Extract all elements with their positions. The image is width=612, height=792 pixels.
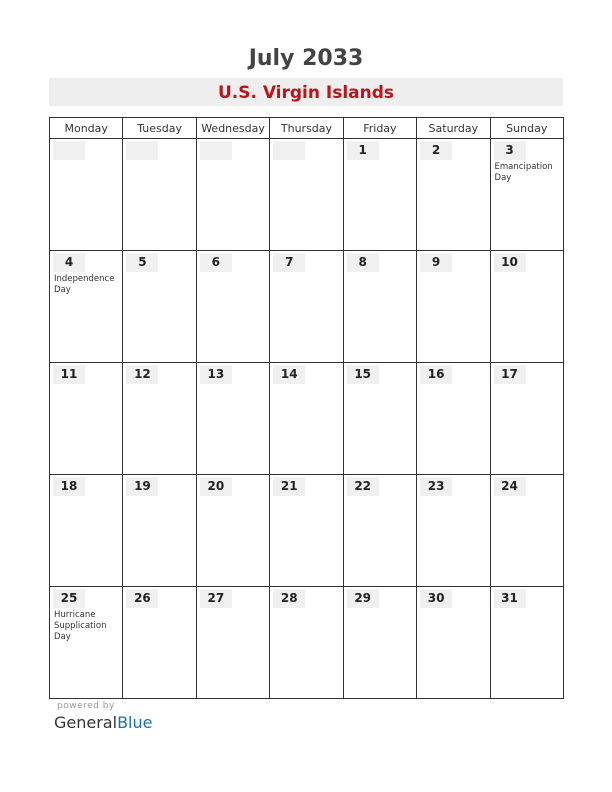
day-cell	[270, 251, 343, 363]
day-cell	[343, 587, 416, 699]
day-number: 22	[347, 477, 379, 496]
weekday-header: Friday	[343, 118, 416, 139]
day-cell	[50, 139, 123, 251]
day-number: 18	[53, 477, 85, 496]
weekday-header: Sunday	[490, 118, 563, 139]
day-cell	[123, 251, 196, 363]
day-cell	[417, 139, 490, 251]
day-number: 17	[494, 365, 526, 384]
week-row	[50, 139, 564, 251]
day-number: 25	[53, 589, 85, 608]
day-cell	[123, 139, 196, 251]
day-number: 27	[200, 589, 232, 608]
day-number	[273, 141, 305, 160]
day-cell	[196, 475, 269, 587]
brand-blue: Blue	[117, 713, 153, 732]
day-cell	[196, 587, 269, 699]
week-row	[50, 587, 564, 699]
day-number: 24	[494, 477, 526, 496]
day-number: 11	[53, 365, 85, 384]
week-row	[50, 251, 564, 363]
day-number: 8	[347, 253, 379, 272]
day-number: 15	[347, 365, 379, 384]
brand-general: General	[54, 713, 118, 732]
day-number: 14	[273, 365, 305, 384]
day-cell	[196, 139, 269, 251]
day-number: 23	[420, 477, 452, 496]
day-number: 10	[494, 253, 526, 272]
day-number: 7	[273, 253, 305, 272]
country-name: U.S. Virgin Islands	[217, 83, 395, 103]
weekday-header: Wednesday	[196, 118, 269, 139]
day-cell	[123, 475, 196, 587]
day-number: 31	[494, 589, 526, 608]
day-cell	[343, 363, 416, 475]
day-cell	[490, 475, 563, 587]
day-cell	[417, 475, 490, 587]
page-title: July 2033	[248, 46, 364, 71]
day-number: 3	[494, 141, 526, 160]
day-cell	[417, 251, 490, 363]
day-cell	[490, 363, 563, 475]
day-cell	[270, 587, 343, 699]
day-number: 26	[126, 589, 158, 608]
weekday-header: Thursday	[270, 118, 343, 139]
day-number: 6	[200, 253, 232, 272]
day-number: 30	[420, 589, 452, 608]
day-cell	[343, 251, 416, 363]
day-number: 19	[126, 477, 158, 496]
day-cell	[123, 587, 196, 699]
day-number	[126, 141, 158, 160]
holiday-label: Hurricane Supplication Day	[54, 610, 107, 642]
day-number: 4	[53, 253, 85, 272]
day-cell	[50, 475, 123, 587]
day-number	[200, 141, 232, 160]
day-number: 13	[200, 365, 232, 384]
day-cell	[270, 139, 343, 251]
day-cell	[490, 139, 563, 251]
day-cell	[196, 363, 269, 475]
calendar-grid	[49, 117, 564, 699]
weekday-header: Monday	[50, 118, 123, 139]
day-number: 5	[126, 253, 158, 272]
day-cell	[417, 363, 490, 475]
weekday-header: Tuesday	[123, 118, 196, 139]
day-number: 16	[420, 365, 452, 384]
day-cell	[343, 475, 416, 587]
weekday-header-row	[50, 118, 564, 139]
day-cell	[196, 251, 269, 363]
day-cell	[270, 475, 343, 587]
day-cell	[50, 587, 123, 699]
day-number: 20	[200, 477, 232, 496]
day-number: 9	[420, 253, 452, 272]
holiday-label: Emancipation Day	[494, 162, 553, 183]
day-number: 12	[126, 365, 158, 384]
day-cell	[490, 587, 563, 699]
week-row	[50, 475, 564, 587]
day-cell	[343, 139, 416, 251]
holiday-label: Independence Day	[54, 274, 115, 295]
day-cell	[50, 363, 123, 475]
day-number: 29	[347, 589, 379, 608]
day-number	[53, 141, 85, 160]
day-number: 21	[273, 477, 305, 496]
day-number: 2	[420, 141, 452, 160]
weekday-header: Saturday	[417, 118, 490, 139]
day-cell	[270, 363, 343, 475]
day-number: 1	[347, 141, 379, 160]
day-number: 28	[273, 589, 305, 608]
day-cell	[417, 587, 490, 699]
week-row	[50, 363, 564, 475]
powered-by-text: powered by	[57, 701, 115, 711]
day-cell	[123, 363, 196, 475]
day-cell	[490, 251, 563, 363]
generalblue-logo	[54, 713, 152, 732]
day-cell	[50, 251, 123, 363]
